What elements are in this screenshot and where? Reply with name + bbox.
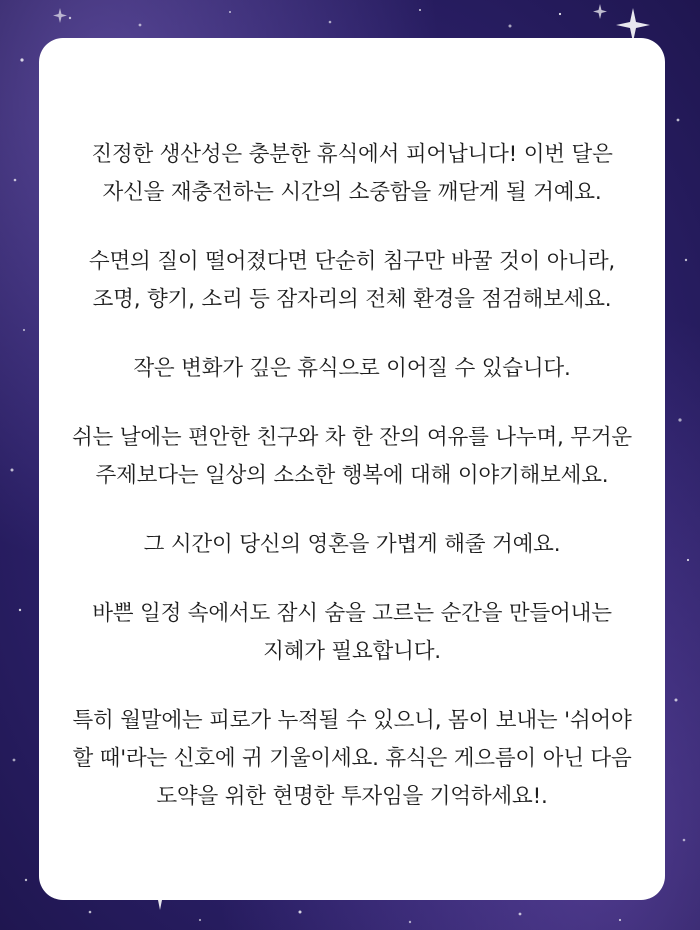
message-card	[39, 38, 665, 900]
paragraph-4: 쉬는 날에는 편안한 친구와 차 한 잔의 여유를 나누며, 무거운 주제보다는 일상의 소소한 행복에 대해 이야기해보세요.	[71, 425, 632, 488]
paragraph-5: 그 시간이 당신의 영혼을 가볍게 해줄 거예요.	[143, 532, 561, 557]
paragraph-7: 특히 월말에는 피로가 누적될 수 있으니, 몸이 보내는 '쉬어야 할 때'라는 신호에 귀 기울이세요. 휴식은 게으름이 아닌 다음 도약을 위한 현명한 투자임을 기억하세요!.	[72, 708, 632, 809]
paragraph-3: 작은 변화가 깊은 휴식으로 이어질 수 있습니다.	[133, 356, 571, 381]
paragraph-2: 수면의 질이 떨어졌다면 단순히 침구만 바꿀 것이 아니라, 조명, 향기, 소리 등 잠자리의 전체 환경을 점검해보세요.	[88, 249, 616, 312]
paragraph-6: 바쁜 일정 속에서도 잠시 숨을 고르는 순간을 만들어내는 지혜가 필요합니다.	[92, 601, 612, 664]
paragraph-1: 진정한 생산성은 충분한 휴식에서 피어납니다! 이번 달은 자신을 재충전하는 시간의 소중함을 깨닫게 될 거예요.	[91, 142, 613, 205]
